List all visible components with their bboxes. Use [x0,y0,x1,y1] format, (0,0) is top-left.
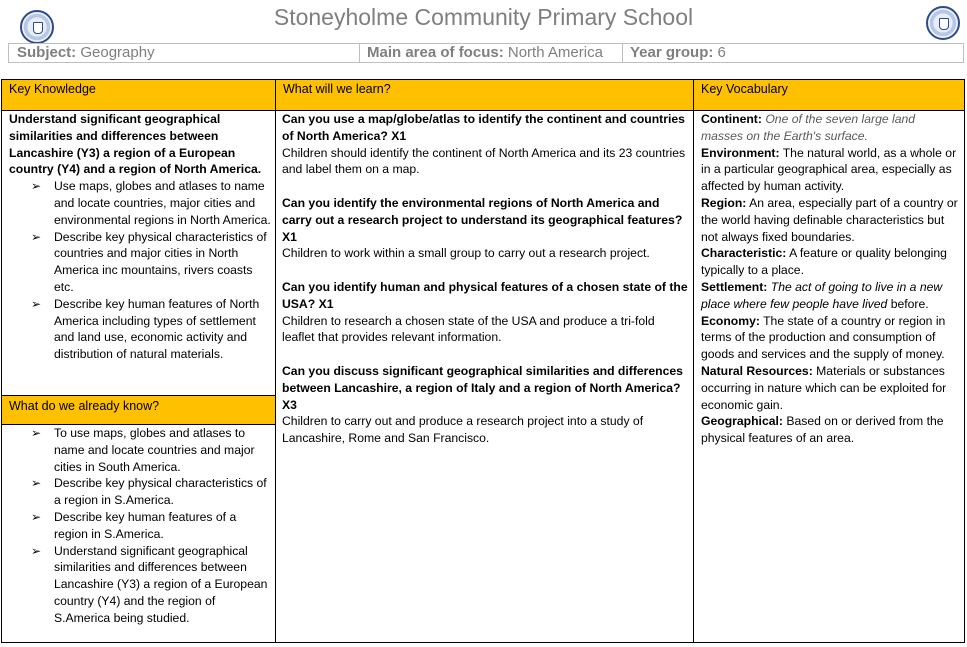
what-learn-cell [282,111,690,464]
school-title: Stoneyholme Community Primary School [273,4,694,30]
key-knowledge-item-text: Describe key physical characteristics of countries and major cities in North America inc mountains, rivers coasts etc. [54,229,267,294]
arrow-bullet-icon: ➢ [31,179,42,194]
key-knowledge-item [9,229,274,296]
already-know-item-text: Understand significant geographical similarities and differences between Lancashire (Y3) a region of a European country (Y4) and the region of S.America being studied. [54,543,268,625]
key-vocab-header: Key Vocabulary [694,80,964,110]
vocab-definition: An area, especially part of a country or the world having definable characteristics but not always fixed boundaries. [701,195,958,244]
learn-question: Can you discuss significant geographical similarities and differences between Lancashire, a region of Italy and a region of North America? X3 [282,363,683,412]
table-col-sep-1 [275,79,276,643]
header-sep-1 [359,43,360,63]
focus-field [367,44,603,61]
subject-value: Geography [80,44,155,61]
vocab-definition-italic: The act of going to live in a new place where few people have lived [701,279,943,311]
vocab-entry [701,413,959,447]
vocab-entry [701,363,959,413]
key-knowledge-item-text: Describe key human features of North America including types of settlement and land use, economic activity and distribution of natural materials. [54,296,260,362]
vocab-entry [701,313,959,363]
focus-label: Main area of focus: [367,44,504,61]
table-border-bottom [1,642,965,643]
vocab-term: Settlement: [701,279,768,294]
learn-question: Can you use a map/globe/atlas to identify the continent and countries of North America? X1 [282,112,685,143]
already-know-header: What do we already know? [2,396,276,424]
already-know-item-text: To use maps, globes and atlases to name and locate countries and major cities in South America. [54,426,255,474]
vocab-term: Continent: [701,112,762,126]
table-border-left [1,79,2,643]
subject-label: Subject: [17,44,77,61]
arrow-bullet-icon: ➢ [31,296,42,311]
vocab-entry [701,245,959,279]
learn-detail: Children to carry out and produce a research project into a study of Lancashire, Rome and San Francisco. [282,414,644,446]
arrow-bullet-icon: ➢ [31,229,42,244]
vocab-definition: Materials or substances occurring in nature which can be exploited for economic gain. [701,363,947,412]
vocab-definition: One of the seven large land masses on the Earth's surface. [701,112,916,143]
arrow-bullet-icon: ➢ [31,426,42,440]
vocab-term: Environment: [701,145,780,160]
vocab-term: Characteristic: [701,246,787,261]
knowledge-split-rule-top [1,395,276,396]
what-learn-header: What will we learn? [276,80,694,110]
year-label: Year group: [630,44,714,61]
key-knowledge-item [9,296,274,363]
learn-detail: Children should identify the continent of North America and its 23 countries and label them on a map. [282,145,686,177]
vocab-definition: The natural world, as a whole or in a particular geographical area, especially as affected by human activity. [701,145,957,194]
vocab-definition: Based on or derived from the physical features of an area. [701,414,944,446]
vocab-entry [701,145,959,195]
key-knowledge-item [9,178,274,228]
already-know-item-text: Describe key physical characteristics of a region in S.America. [54,476,267,508]
focus-value: North America [507,44,603,61]
learn-detail: Children to work within a small group to carry out a research project. [282,246,650,261]
already-know-item [9,425,271,475]
vocab-entry [701,111,959,145]
learn-block [282,195,690,262]
key-knowledge-lead: Understand significant geographical similarities and differences between Lancashire (Y3) a region of a European country (Y4) and a region of North America. [9,112,262,177]
already-know-item-text: Describe key human features of a region in S.America. [54,509,237,541]
subject-field [17,44,155,61]
learn-block [282,363,690,447]
table-col-sep-2 [693,79,694,643]
key-knowledge-item-text: Use maps, globes and atlases to name and locate countries, major cities and environmental regions in North America. [54,179,271,227]
header-sep-2 [622,43,623,63]
table-border-right [964,79,965,643]
vocab-term: Region: [701,195,747,210]
table-border-top [1,79,965,80]
already-know-item [9,509,271,543]
arrow-bullet-icon: ➢ [31,476,42,491]
key-knowledge-header: Key Knowledge [2,80,276,110]
header-border-left [8,43,9,63]
arrow-bullet-icon: ➢ [31,543,42,558]
learn-question: Can you identify the environmental regions of North America and carry out a research project to understand its geographical features? X1 [282,195,683,244]
vocab-definition: A feature or quality belonging typically to a place. [701,246,947,278]
year-field [630,44,726,61]
already-know-cell [9,425,271,627]
vocab-definition-tail: before. [887,296,929,311]
learn-question: Can you identify human and physical features of a chosen state of the USA? X1 [282,279,688,311]
already-know-item [9,475,271,509]
year-value: 6 [717,44,726,61]
vocab-entry [701,195,959,245]
key-vocab-cell [701,111,959,447]
arrow-bullet-icon: ➢ [31,509,42,524]
header-divider-bottom [8,62,964,63]
vocab-term: Economy: [701,313,760,328]
already-know-item [9,543,271,627]
header-border-right [963,43,964,63]
vocab-term: Geographical: [701,414,783,429]
learn-detail: Children to research a chosen state of the USA and produce a tri-fold leaflet that provides relevant information. [282,313,655,345]
vocab-entry [701,279,959,313]
key-knowledge-cell [9,111,274,363]
vocab-definition: The state of a country or region in terms of the production and consumption of goods and services and the supply of money. [701,313,946,362]
learn-block [282,279,690,346]
vocab-term: Natural Resources: [701,363,813,378]
learn-block [282,111,690,178]
